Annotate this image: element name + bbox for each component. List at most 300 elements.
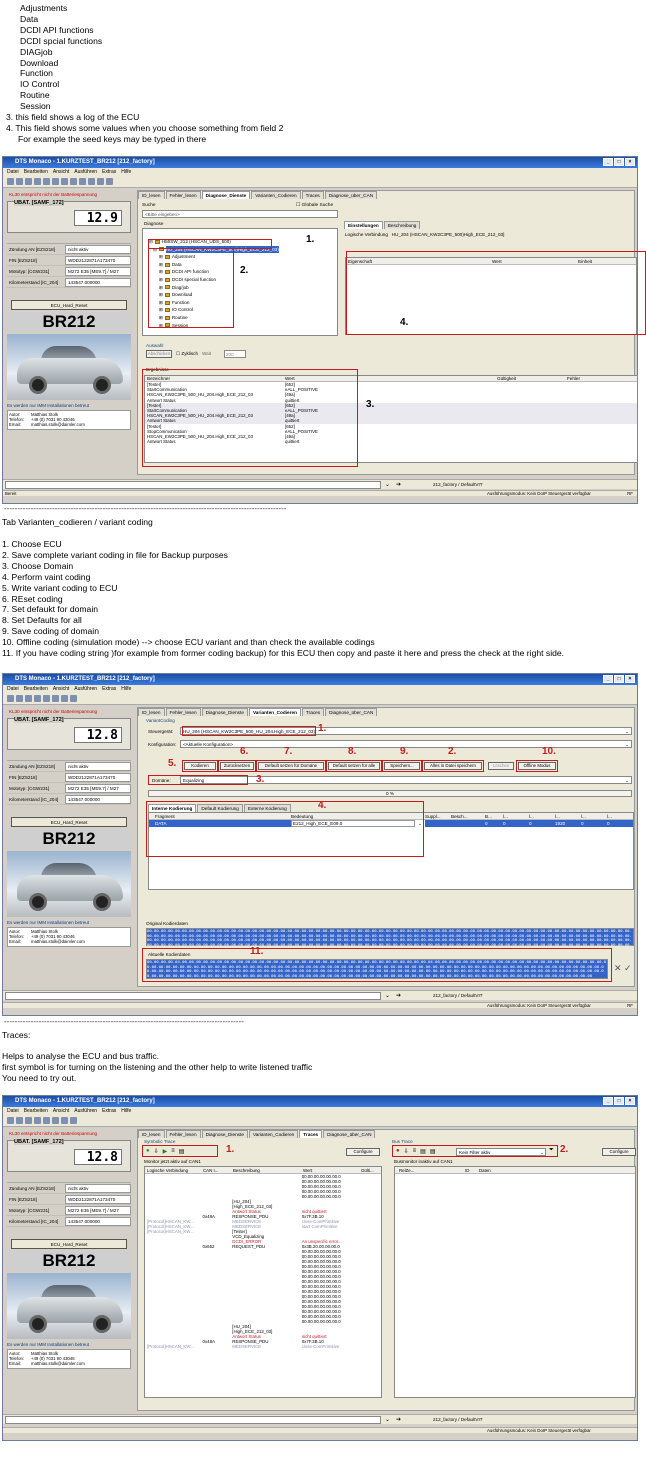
export-icon[interactable]: ▤ <box>420 1149 426 1155</box>
row-value: 0 <box>503 821 506 826</box>
run-icon[interactable] <box>61 1117 68 1124</box>
col-besch[interactable]: Besch... <box>451 814 468 819</box>
new-icon[interactable] <box>7 1117 14 1124</box>
row-value: 0 <box>607 821 610 826</box>
tab-einstellungen[interactable]: Einstellungen <box>344 221 383 229</box>
left-panel <box>5 1129 133 1369</box>
tree-item[interactable]: ⊞ DCDI API function <box>159 269 209 275</box>
window-title: DTS Monaco - 1.KURZTEST_BR212 [212_factory] <box>15 1098 155 1104</box>
tree-item[interactable]: ⊞ Diag/job <box>159 284 189 290</box>
menu-hilfe[interactable]: Hilfe <box>121 169 132 175</box>
info-value: M272 E35 [ME9.7] / M27 <box>65 1206 131 1215</box>
main-panel <box>137 1129 635 1411</box>
info-value: 143547.000000 <box>65 278 131 287</box>
chevron-down-icon[interactable]: ⌄ <box>415 820 425 827</box>
tree-item[interactable]: ⊞ Session <box>159 322 189 328</box>
stop-icon[interactable] <box>70 695 77 702</box>
trace-link: [Protocol]HSCAN_KW... <box>147 1219 194 1224</box>
start-listening-icon[interactable]: ● <box>146 1148 150 1154</box>
tab-fehler-lesen[interactable]: Fehler_lesen <box>166 708 201 716</box>
trace-link: [Protocol]HSCAN_KW... <box>147 1344 194 1349</box>
highlight-2 <box>148 248 234 328</box>
main-panel <box>137 707 635 987</box>
tab-interne-kodierung[interactable]: Interne Kodierung <box>148 804 196 812</box>
author-box <box>7 927 131 947</box>
default-domain-button[interactable]: Default setzen für Domäne <box>258 762 324 770</box>
cut-icon[interactable] <box>34 695 41 702</box>
trace-value: 00.00.00.00.00.00.0 <box>301 1179 341 1184</box>
save-all-file-button[interactable]: Alles in Datei speichern <box>424 762 482 770</box>
stop-icon[interactable] <box>70 1117 77 1124</box>
result-value: [652] <box>285 402 295 408</box>
imm-note: Es werden nur IMM Installationen betreut <box>7 1342 90 1347</box>
col-can-id[interactable]: CAN I... <box>203 1168 219 1173</box>
trace-value: 0x7F.3B.10 <box>301 1214 324 1219</box>
save-icon[interactable] <box>25 695 32 702</box>
symbolic-trace-table <box>144 1166 382 1398</box>
col-wert[interactable]: Wert <box>285 376 295 381</box>
col-l[interactable]: l... <box>607 814 612 819</box>
tab-traces[interactable]: Traces <box>302 191 324 199</box>
traces-title: Traces: <box>2 1030 31 1040</box>
menu-bar <box>3 685 637 693</box>
menu-bearbeiten[interactable]: Bearbeiten <box>23 686 48 692</box>
tab-fehler-lesen[interactable]: Fehler_lesen <box>166 191 201 199</box>
status-bar <box>3 1002 637 1008</box>
speichern-button[interactable]: Speichern... <box>384 762 420 770</box>
settings-icon[interactable] <box>97 178 104 185</box>
menu-ausfuehren[interactable]: Ausführen <box>74 169 98 175</box>
variant-coding-group: VariantCoding <box>146 718 175 723</box>
menu-extras[interactable]: Extras <box>102 1108 117 1114</box>
trace-value: start ComPrimitive <box>301 1224 338 1229</box>
col-l[interactable]: l... <box>555 814 560 819</box>
tree-item[interactable]: ⊞ IO Control <box>159 307 193 313</box>
tree-selected-ecu[interactable]: ⊟ HU_204 (HSCAN_KW2C3PE_500)High_ECE_212_03) <box>153 246 279 252</box>
traces-line: You need to try out. <box>2 1072 77 1083</box>
search-input[interactable]: <Bitte eingeben> <box>142 210 338 218</box>
left-panel <box>5 707 133 947</box>
menu-hilfe[interactable]: Hilfe <box>121 686 132 692</box>
intro-item: Data <box>20 13 39 24</box>
info-key: Zündung AN [EZS218] <box>9 764 55 769</box>
mark-2: 2. <box>448 746 457 757</box>
menu-datei[interactable]: Datei <box>7 1108 19 1114</box>
car-image <box>7 1273 131 1339</box>
trace-value: 00.00.00.00.00.00.0 <box>301 1279 341 1284</box>
window-title: DTS Monaco - 1.KURZTEST_BR212 [212_factory] <box>15 159 155 165</box>
col-bedeutung[interactable]: Bedeutung <box>291 814 314 819</box>
copy-icon[interactable] <box>43 1117 50 1124</box>
save-icon[interactable] <box>25 178 32 185</box>
col-einheit[interactable]: Einheit <box>578 259 593 264</box>
author-key: Telefon: <box>9 934 25 940</box>
copy-icon[interactable] <box>43 178 50 185</box>
tab-varianten-codieren[interactable]: Varianten_Codieren <box>249 708 301 716</box>
export-icon[interactable]: ▤ <box>178 1149 185 1155</box>
trace-value: nicht quittiert <box>301 1209 327 1214</box>
author-key: Email: <box>9 1361 21 1367</box>
mark-10: 10. <box>542 746 556 757</box>
tab-diagnose-can[interactable]: Diagnose_über_CAN <box>325 708 377 716</box>
tab-id-lesen[interactable]: ID_lesen <box>138 191 165 199</box>
dropdown-icon[interactable]: ⌄ <box>385 993 391 999</box>
traces-line: first symbol is for turning on the listening and the other help to write listened traffic <box>2 1061 313 1072</box>
col-fragment[interactable]: Fragment <box>155 814 175 819</box>
highlight-1 <box>182 726 316 736</box>
cur-coding-label: Aktuelle Kodierdaten <box>148 952 191 957</box>
open-icon[interactable] <box>16 1117 23 1124</box>
vehicle-info <box>7 760 131 805</box>
traces-desc <box>2 1051 312 1084</box>
maximize-button[interactable]: □ <box>614 675 624 683</box>
col-suppl[interactable]: Suppl... <box>425 814 441 819</box>
project-info: 212_factory / DefaultVIT <box>433 482 483 487</box>
check-icon[interactable]: ✓ <box>624 963 632 973</box>
search-label: Suche <box>142 203 156 208</box>
play-icon[interactable]: ▶ <box>162 1149 168 1155</box>
orig-coding-label: Original Kodierdaten <box>146 921 188 926</box>
highlight-4 <box>346 251 646 335</box>
offline-mode-button[interactable]: Offline Modus <box>518 762 556 770</box>
row-value: 0 <box>581 821 584 826</box>
stop-icon[interactable] <box>88 178 95 185</box>
coding-step: 5. Write variant coding to ECU <box>2 582 118 593</box>
configure-button[interactable]: Configure <box>346 1148 380 1156</box>
row-meaning-select[interactable]: E212_High_ECE_E09.0 <box>291 820 415 827</box>
tree-item[interactable]: ⊞ Function <box>159 299 190 305</box>
col-bezeichner[interactable]: Bezeichner <box>147 376 170 381</box>
menu-bar <box>3 168 637 176</box>
tab-id-lesen[interactable]: ID_lesen <box>138 708 165 716</box>
dts-window-traces <box>2 1095 638 1441</box>
result-name: [Tester] <box>147 402 162 408</box>
vehicle-info <box>7 1182 131 1227</box>
menu-bar <box>3 1107 637 1115</box>
copy-icon[interactable] <box>43 695 50 702</box>
trace-desc: MEDSERVICE <box>232 1224 262 1229</box>
intro-item: Session <box>20 101 51 112</box>
menu-extras[interactable]: Extras <box>102 169 117 175</box>
filter-icon[interactable]: ⏷ <box>549 1147 554 1153</box>
menu-datei[interactable]: Datei <box>7 686 19 692</box>
info-key: Mototyp: [CGW231] <box>9 269 50 274</box>
highlight-3 <box>148 775 248 785</box>
wait-input[interactable]: 200 <box>224 350 246 358</box>
highlight-3 <box>142 369 358 467</box>
col-relzeit[interactable]: RelZe... <box>399 1168 415 1173</box>
tab-diagnose-dienste[interactable]: Diagnose_Dienste <box>202 708 248 716</box>
configure-button[interactable]: Configure <box>602 1148 636 1156</box>
tab-diagnose-can[interactable]: Diagnose_über_CAN <box>325 191 377 199</box>
minimize-button[interactable]: _ <box>603 675 613 683</box>
maximize-button[interactable]: □ <box>614 1097 624 1105</box>
list-icon[interactable]: ≡ <box>412 1148 417 1154</box>
trace-value: 00.00.00.00.00.00.0 <box>301 1254 341 1259</box>
tree-root[interactable]: ⊟ HMISW_212 (HSCAN_UDS_500) <box>149 239 231 244</box>
window-title: DTS Monaco - 1.KURZTEST_BR212 [212_factory] <box>15 676 155 682</box>
info-value: WDD2122871A173470 <box>65 256 131 265</box>
tab-diagnose-can[interactable]: Diagnose_über_CAN <box>323 1130 375 1138</box>
trace-value: 00.00.00.00.00.00.0 <box>301 1299 341 1304</box>
trace-desc: VCD_Equalizing <box>232 1234 265 1239</box>
kodieren-button[interactable]: Kodieren <box>184 762 216 770</box>
record-icon[interactable]: ⇩ <box>153 1149 159 1155</box>
intro-list <box>6 3 283 145</box>
export-icon[interactable]: ▤ <box>429 1149 436 1155</box>
info-key: FIN [EZS218] <box>9 258 37 263</box>
tab-externe-kodierung[interactable]: Externe Kodierung <box>244 804 291 812</box>
open-icon[interactable] <box>16 695 23 702</box>
trace-desc: [HU_204] <box>232 1199 251 1204</box>
col-beschreibung[interactable]: Beschreibung <box>233 1168 260 1173</box>
trace-desc: Antwort Status <box>232 1209 261 1214</box>
row-fragment: DATA <box>155 821 167 826</box>
project-info: 212_factory / DefaultVIT <box>433 993 483 998</box>
result-value: [49a] <box>285 392 295 398</box>
imm-note: Es werden nur IMM Installationen betreut <box>7 403 90 408</box>
trace-can-id: 0x652 <box>202 1244 215 1249</box>
dts-window-coding <box>2 673 638 1016</box>
trace-desc: MEDSERVICE <box>232 1219 262 1224</box>
ubat-box <box>7 201 131 233</box>
result-value: [49a] <box>285 433 295 439</box>
help-icon[interactable] <box>106 178 113 185</box>
tree-item[interactable]: ⊞ Download <box>159 292 193 298</box>
tab-default-kodierung[interactable]: Default Kodierung <box>197 804 243 812</box>
trace-value: 00.00.00.00.00.00.0 <box>301 1274 341 1279</box>
col-l[interactable]: l... <box>529 814 534 819</box>
zyklisch-checkbox[interactable]: ☐ Zyklisch <box>176 351 198 356</box>
run-script-icon[interactable]: ➔ <box>396 482 402 488</box>
ubat-value: 12.9 <box>74 210 122 226</box>
chevron-down-icon: ⌄ <box>625 778 629 783</box>
ecu-hard-reset-button[interactable]: ECU_Hard_Reset <box>11 817 127 827</box>
info-key: Mototyp: [CGW231] <box>9 1208 50 1213</box>
result-name: HSCAN_KW2C3PE_500_HU_204.High_ECE_212_03 <box>147 433 253 439</box>
col-gueltig[interactable]: Gülti... <box>361 1168 374 1173</box>
menu-hilfe[interactable]: Hilfe <box>121 1108 132 1114</box>
tab-traces[interactable]: Traces <box>302 708 324 716</box>
delete-icon[interactable] <box>52 695 59 702</box>
tab-varianten-codieren[interactable]: Varianten_Codieren <box>251 191 300 199</box>
open-icon[interactable] <box>16 178 23 185</box>
trace-desc: RESPONSE_PDU <box>232 1339 269 1344</box>
menu-datei[interactable]: Datei <box>7 169 19 175</box>
run-icon[interactable] <box>79 178 86 185</box>
trace-can-id: 0x48A <box>202 1339 215 1344</box>
author-key: Email: <box>9 422 21 428</box>
author-value: +49 (0) 7031 90 43046 <box>31 1356 75 1362</box>
tab-varianten-codieren[interactable]: Varianten_Codieren <box>249 1130 298 1138</box>
trace-value: close ComPrimitive <box>301 1344 340 1349</box>
title-bar <box>3 674 637 685</box>
menu-bearbeiten[interactable]: Bearbeiten <box>23 1108 48 1114</box>
ubat-value: 12.8 <box>74 727 122 743</box>
row-value: 0 <box>529 821 532 826</box>
trace-desc: Antwort Status <box>232 1334 261 1339</box>
command-input[interactable] <box>5 1416 381 1424</box>
toolbar <box>3 1115 637 1127</box>
progress-text: 0 % <box>386 791 394 796</box>
close-button[interactable]: × <box>625 158 635 166</box>
global-search-checkbox[interactable]: ☐ Globale Suche <box>296 203 334 208</box>
info-value: nicht aktiv <box>65 762 131 771</box>
cancel-icon[interactable]: ✕ <box>614 963 622 973</box>
status-bar <box>3 1427 637 1433</box>
result-value: quittiert <box>285 439 300 445</box>
auswahl-label: Auswahl <box>146 343 164 348</box>
menu-ausfuehren[interactable]: Ausführen <box>74 1108 98 1114</box>
close-button[interactable]: × <box>625 1097 635 1105</box>
trace-can-id <box>203 1344 233 1349</box>
filter-select-value: Kein Filter aktiv <box>459 1150 491 1155</box>
progress-bar <box>148 790 632 797</box>
new-icon[interactable] <box>7 695 14 702</box>
result-value: [652] <box>285 423 295 429</box>
result-name: StartCommunication <box>147 407 187 413</box>
layout-icon[interactable] <box>61 178 68 185</box>
run-script-icon[interactable]: ➔ <box>396 993 402 999</box>
download-icon[interactable]: ⇩ <box>403 1149 409 1155</box>
info-key: FIN [EZS218] <box>9 775 37 780</box>
col-l[interactable]: l... <box>503 814 508 819</box>
traces-line: Helps to analyse the ECU and bus traffic. <box>2 1051 159 1061</box>
col-gueltigkeit[interactable]: Gültigkeit <box>497 376 517 381</box>
tree-item[interactable]: ⊞ Data <box>159 261 182 267</box>
status-rf: RF <box>627 1003 633 1008</box>
ecu-hard-reset-button[interactable]: ECU_Hard_Reset <box>11 1239 127 1249</box>
cut-icon[interactable] <box>34 178 41 185</box>
mark-4: 4. <box>400 317 409 328</box>
vehicle-info <box>7 243 131 288</box>
menu-ausfuehren[interactable]: Ausführen <box>74 686 98 692</box>
command-input[interactable] <box>5 992 381 1000</box>
cut-icon[interactable] <box>34 1117 41 1124</box>
results-label: Ergebnisse <box>146 367 169 372</box>
ubat-box <box>7 718 131 750</box>
intro-item: IO Control <box>20 79 60 90</box>
minimize-button[interactable]: _ <box>603 1097 613 1105</box>
trace-desc: [HU_204] <box>232 1324 251 1329</box>
default-all-button[interactable]: Default setzen für alle <box>328 762 380 770</box>
maximize-button[interactable]: □ <box>614 158 624 166</box>
project-info: 212_factory / DefaultVIT <box>433 1417 483 1422</box>
save-icon[interactable] <box>25 1117 32 1124</box>
dts-window-diagnose <box>2 156 638 504</box>
tab-fehler-lesen[interactable]: Fehler_lesen <box>166 1130 201 1138</box>
menu-ansicht[interactable]: Ansicht <box>52 686 70 692</box>
tab-diagnose-dienste[interactable]: Diagnose_Dienste <box>202 1130 248 1138</box>
main-panel <box>137 190 635 475</box>
col-eigenschaft[interactable]: Eigenschaft <box>348 259 373 264</box>
mark-6: 6. <box>240 746 249 757</box>
col-logical-link[interactable]: Logische Verbindung <box>147 1168 189 1173</box>
col-b[interactable]: B... <box>485 814 492 819</box>
menu-ansicht[interactable]: Ansicht <box>52 169 70 175</box>
cur-coding-input[interactable]: 00.00.00.00.04.00.00.00.00.00.00.00.00.00.00.00.00.00.00.00.00.00.00.00.00.00.00.00.00.00.00.00.00.00.00.00.00.00.00.00.04.00.00.00.00.00.00.00.00.00.00.00.00.00.00.00.00.00.00.00.00.00.00.00.00.00.00.00.00.00.00.00.00.00.00.00.00.00.00.00.00.00.00.00.00.00.00.00.00.00.00.00.00.00.00.00.00.00.00.00.00.00.00.00.00.00.00.00.00.00.00.00.00.00.00.00.00.00.00.00.00.00.00.00.00.00.00.00.00.00.00.00.00.00.00.00.00.00.00.00.00.00.00.00.00.00.00.00.00.00.00.00.00.00.00.00.00.00.00.00.00.00.00.00.00.00.00.00.00.00.00.00.00.00.00.00.00.00.00.00.00.00.00.00.00.00.00.00.00.00.00.00.00.00.00.00.00.00.00.00.00.00.00.00.00.00.00.00.00.00.00.00.00.00.00.00.00.00.00.00.00.00.00.00.00.00.00.00.00.00.00.00.00.00.00.00.00.00.00.00.00.00.00.00.00.00.00.00.00.00.00.00.00.00.00.00.00.00.00 <box>147 959 607 978</box>
tab-traces[interactable]: Traces <box>299 1130 322 1138</box>
ecu-hard-reset-button[interactable]: ECU_Hard_Reset <box>11 300 127 310</box>
coding-step: 6. REset coding <box>2 593 63 604</box>
mark-2: 2. <box>560 1144 569 1155</box>
command-input[interactable] <box>5 481 381 489</box>
tab-id-lesen[interactable]: ID_lesen <box>138 1130 165 1138</box>
menu-ansicht[interactable]: Ansicht <box>52 1108 70 1114</box>
coding-step: 3. Choose Domain <box>2 560 74 571</box>
delete-icon[interactable] <box>52 178 59 185</box>
info-key: Zündung AN [EZS218] <box>9 247 55 252</box>
tree-item[interactable]: ⊞ Adjustment <box>159 254 195 260</box>
col-id[interactable]: ID <box>465 1168 470 1173</box>
author-key: Autor: <box>9 1351 21 1356</box>
trace-row[interactable] <box>145 1344 381 1349</box>
trace-value: 00.00.00.00.00.00.0 <box>301 1264 341 1269</box>
kl30-warning: KL30 entspricht nicht der Batteriespannung <box>9 709 98 714</box>
trace-value: 00.00.00.00.00.00.0 <box>301 1184 341 1189</box>
ubat-label: UBAT. [SAMF_172] <box>14 1139 64 1145</box>
info-value: 143547.000000 <box>65 1217 131 1226</box>
col-daten[interactable]: Daten <box>479 1168 491 1173</box>
layout-icon[interactable] <box>70 178 77 185</box>
col-fehler[interactable]: Fehler <box>567 376 581 381</box>
run-script-icon[interactable]: ➔ <box>396 1417 402 1423</box>
dropdown-icon[interactable]: ⌄ <box>385 1417 391 1423</box>
run-icon[interactable] <box>61 695 68 702</box>
col-l[interactable]: l... <box>581 814 586 819</box>
mark-7: 7. <box>284 746 293 757</box>
trace-desc: DCDI_ERROR <box>232 1239 262 1244</box>
status-rf: RF <box>627 491 633 496</box>
separator: ---------------------------------------------------------------------------------------------------------- <box>4 504 287 513</box>
tab-diagnose-dienste[interactable]: Diagnose_Dienste <box>202 191 251 199</box>
menu-extras[interactable]: Extras <box>102 686 117 692</box>
intro-note: 3. this field shows a log of the ECU <box>6 112 140 123</box>
mark-4: 4. <box>318 800 327 811</box>
result-value: eALL_POSITIVE <box>285 428 318 434</box>
command-bar <box>3 479 637 489</box>
tab-beschreibung[interactable]: Beschreibung <box>384 221 421 229</box>
dropdown-icon[interactable]: ⌄ <box>385 482 391 488</box>
col-wert[interactable]: Wert <box>492 259 502 264</box>
abschicken-button[interactable]: Abschicken <box>147 351 171 356</box>
diagnose-label: Diagnose <box>144 221 164 226</box>
trace-can-id: 0x48A <box>202 1214 215 1219</box>
config-label: Konfiguration: <box>148 742 177 747</box>
record-icon[interactable]: ● <box>396 1148 400 1154</box>
model-label: BR212 <box>7 312 131 332</box>
col-wert[interactable]: Wert <box>303 1168 313 1173</box>
list-icon[interactable]: ≡ <box>171 1148 175 1154</box>
new-icon[interactable] <box>7 178 14 185</box>
minimize-button[interactable]: _ <box>603 158 613 166</box>
status-ready: Bereit <box>5 491 17 496</box>
tree-item[interactable]: ⊞ DCDI special function <box>159 276 217 282</box>
delete-icon[interactable] <box>52 1117 59 1124</box>
coding-step: 2. Save complete variant coding in file for Backup purposes <box>2 549 228 560</box>
result-value: quittiert <box>285 397 300 403</box>
author-value: +49 (0) 7031 90 43046 <box>31 417 75 423</box>
tree-item[interactable]: ⊞ Routine <box>159 314 188 320</box>
ubat-label: UBAT. [SAMF_172] <box>14 717 64 723</box>
author-value: Matthias Stolk <box>31 412 58 417</box>
zuruecksetzen-button[interactable]: Zurücksetzen <box>220 762 254 770</box>
loeschen-button[interactable]: Löschen <box>488 762 514 770</box>
menu-bearbeiten[interactable]: Bearbeiten <box>23 169 48 175</box>
trace-desc: [High_ECE_212_03] <box>232 1204 273 1209</box>
trace-value: 00.00.00.00.00.00.0 <box>301 1194 341 1199</box>
close-button[interactable]: × <box>625 675 635 683</box>
